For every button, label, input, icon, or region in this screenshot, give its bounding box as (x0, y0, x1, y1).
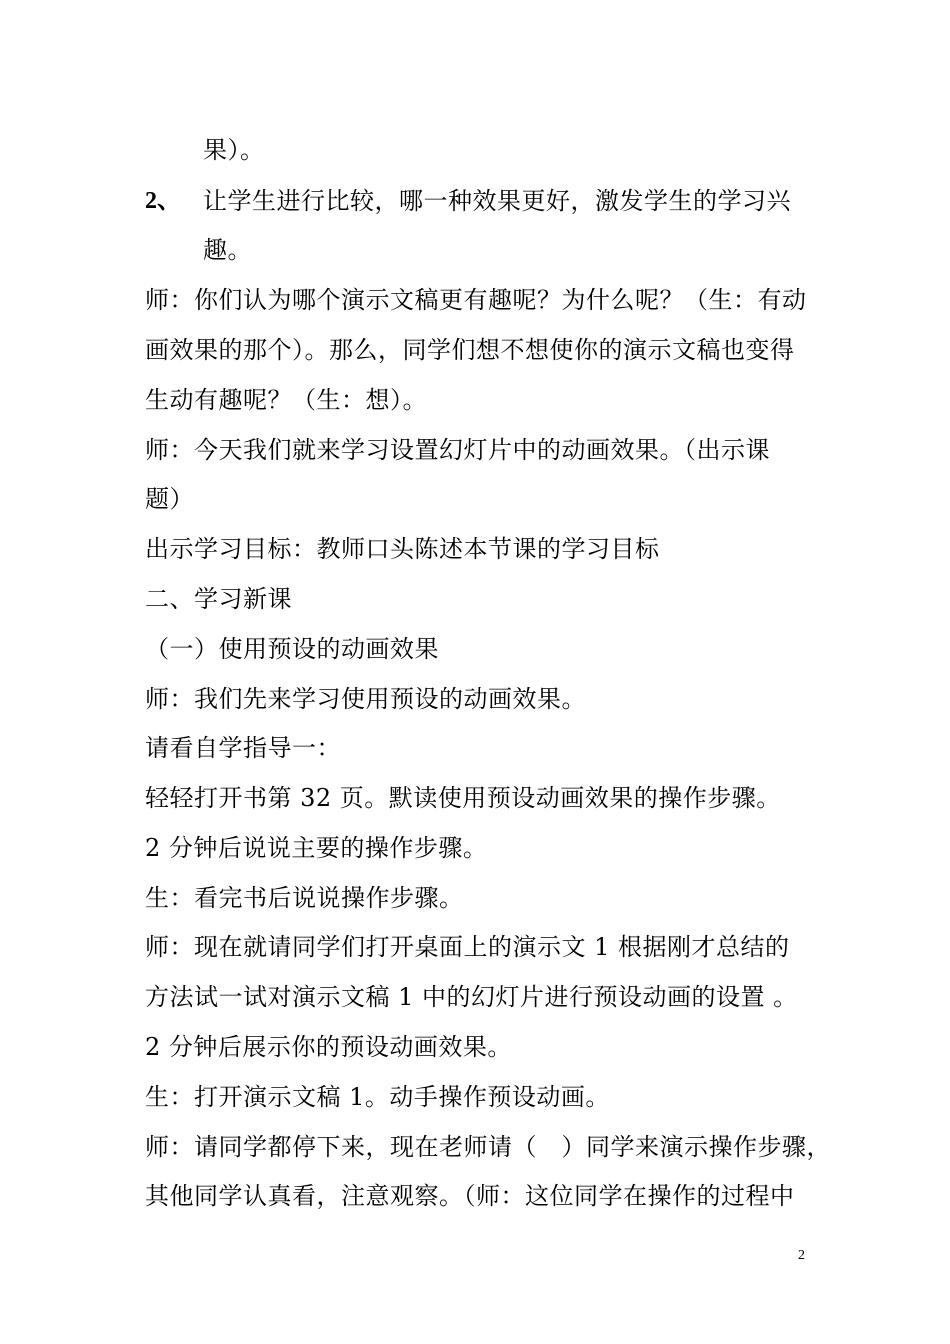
text-line: 趣。 (203, 236, 252, 264)
text-line: 师：今天我们就来学习设置幻灯片中的动画效果。（出示课 (145, 436, 770, 464)
text-line: 请看自学指导一： (145, 734, 341, 762)
text-line: 2 分钟后说说主要的操作步骤。 (145, 834, 488, 862)
page-number: 2 (798, 1248, 805, 1263)
text-line: 师：我们先来学习使用预设的动画效果。 (145, 685, 586, 713)
list-number: 2、 (145, 188, 181, 214)
text-line: 让学生进行比较，哪一种效果更好，激发学生的学习兴 (203, 187, 791, 215)
text-line: 2 分钟后展示你的预设动画效果。 (145, 1033, 512, 1061)
text-line: 题） (145, 485, 194, 513)
text-line: 方法试一试对演示文稿 1 中的幻灯片进行预设动画的设置 。 (145, 983, 798, 1011)
text-line: 师：请同学都停下来，现在老师请（ ）同学来演示操作步骤， (145, 1133, 831, 1161)
text-line: 轻轻打开书第 32 页。默读使用预设动画效果的操作步骤。 (145, 784, 781, 812)
text-line: 出示学习目标：教师口头陈述本节课的学习目标 (145, 535, 660, 563)
subsection-heading: （一）使用预设的动画效果 (145, 635, 439, 663)
text-line: 其他同学认真看，注意观察。（师：这位同学在操作的过程中 (145, 1182, 795, 1210)
text-line: 果）。 (203, 136, 265, 164)
text-line: 生动有趣呢？（生：想）。 (145, 386, 427, 414)
text-line: 师：你们认为哪个演示文稿更有趣呢？为什么呢？（生：有动 (145, 286, 807, 314)
section-heading: 二、学习新课 (145, 585, 292, 613)
text-line: 生：打开演示文稿 1。动手操作预设动画。 (145, 1083, 610, 1111)
text-line: 师：现在就请同学们打开桌面上的演示文 1 根据刚才总结的 (145, 933, 790, 961)
text-line: 画效果的那个）。那么，同学们想不想使你的演示文稿也变得 (145, 336, 795, 364)
text-line: 生：看完书后说说操作步骤。 (145, 884, 464, 912)
